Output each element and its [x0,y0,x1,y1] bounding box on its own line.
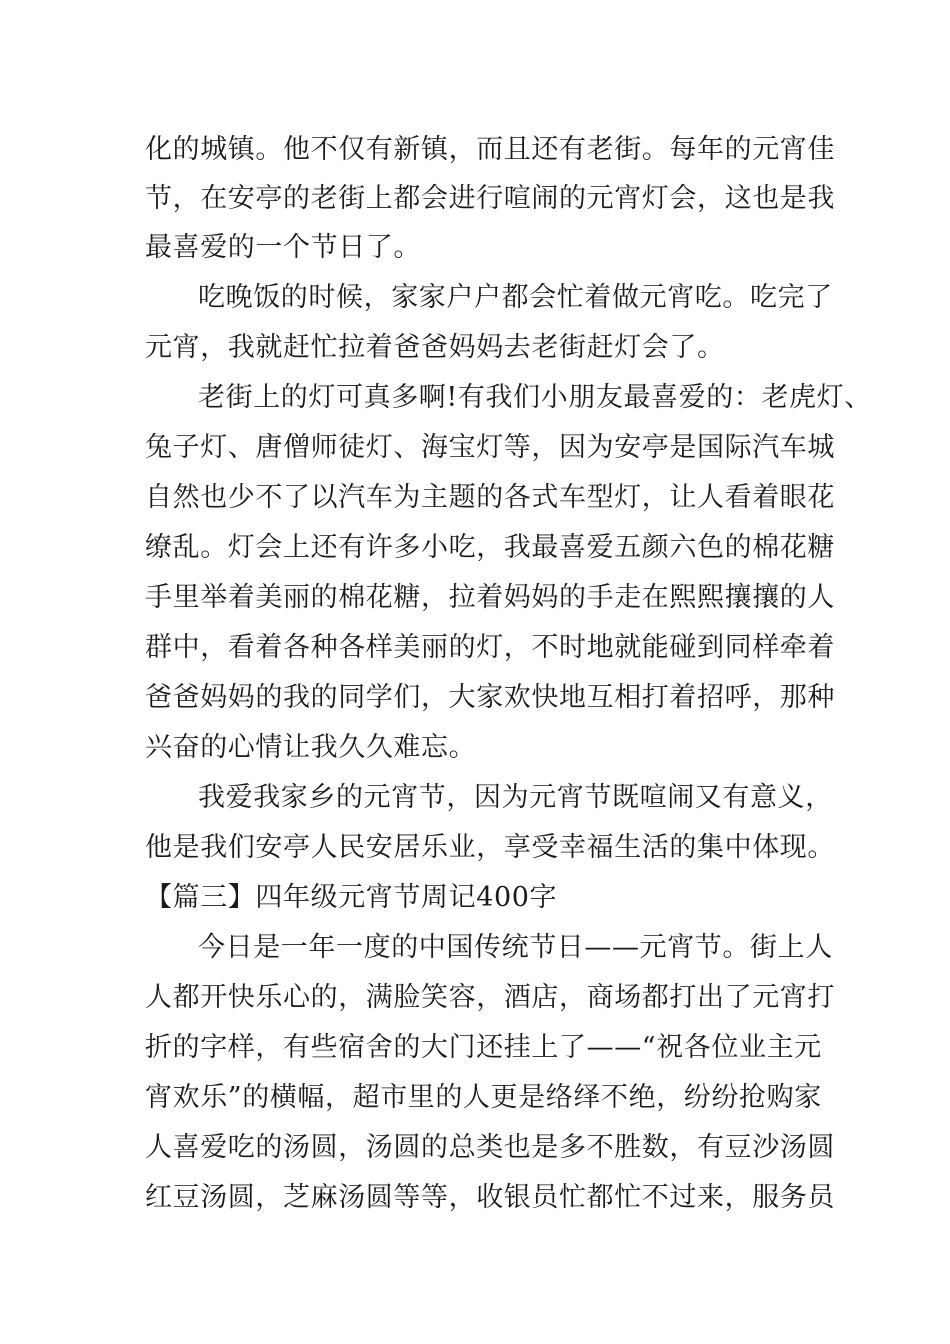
text-line: 元宵，我就赶忙拉着爸爸妈妈去老街赶灯会了。 [145,332,725,363]
paragraph-first-line: 我爱我家乡的元宵节，因为元宵节既喧闹又有意义， [198,782,833,813]
section-heading: 【篇三】四年级元宵节周记400字 [145,882,558,913]
text-line: 手里举着美丽的棉花糖，拉着妈妈的手走在熙熙攘攘的人 [145,582,835,613]
text-line: 兔子灯、唐僧师徒灯、海宝灯等，因为安亭是国际汽车城 [145,432,835,463]
text-line: 兴奋的心情让我久久难忘。 [145,732,477,763]
text-line: 爸爸妈妈的我的同学们，大家欢快地互相打着招呼，那种 [145,682,835,713]
text-line: 人喜爱吃的汤圆，汤圆的总类也是多不胜数，有豆沙汤圆 [145,1132,835,1163]
paragraph-first-line: 吃晚饭的时候，家家户户都会忙着做元宵吃。吃完了 [198,282,833,313]
text-line: 节，在安亭的老街上都会进行喧闹的元宵灯会，这也是我 [145,183,835,214]
text-line: 化的城镇。他不仅有新镇，而且还有老街。每年的元宵佳 [145,134,835,165]
text-line: 红豆汤圆，芝麻汤圆等等，收银员忙都忙不过来，服务员 [145,1182,835,1213]
text-line: 自然也少不了以汽车为主题的各式车型灯，让人看着眼花 [145,482,835,513]
paragraph-first-line: 老街上的灯可真多啊!有我们小朋友最喜爱的：老虎灯、 [198,382,872,413]
text-line: 群中，看着各种各样美丽的灯，不时地就能碰到同样牵着 [145,632,835,663]
text-line: 折的字样，有些宿舍的大门还挂上了——“祝各位业主元 [145,1032,822,1063]
paragraph-first-line: 今日是一年一度的中国传统节日——元宵节。街上人 [198,932,833,963]
text-line: 最喜爱的一个节日了。 [145,232,421,263]
text-line: 宵欢乐”的横幅，超市里的人更是络绎不绝，纷纷抢购家 [145,1082,822,1113]
text-line: 人都开快乐心的，满脸笑容，酒店，商场都打出了元宵打 [145,982,835,1013]
text-line: 他是我们安亭人民安居乐业，享受幸福生活的集中体现。 [145,832,835,863]
text-line: 缭乱。灯会上还有许多小吃，我最喜爱五颜六色的棉花糖 [145,532,835,563]
